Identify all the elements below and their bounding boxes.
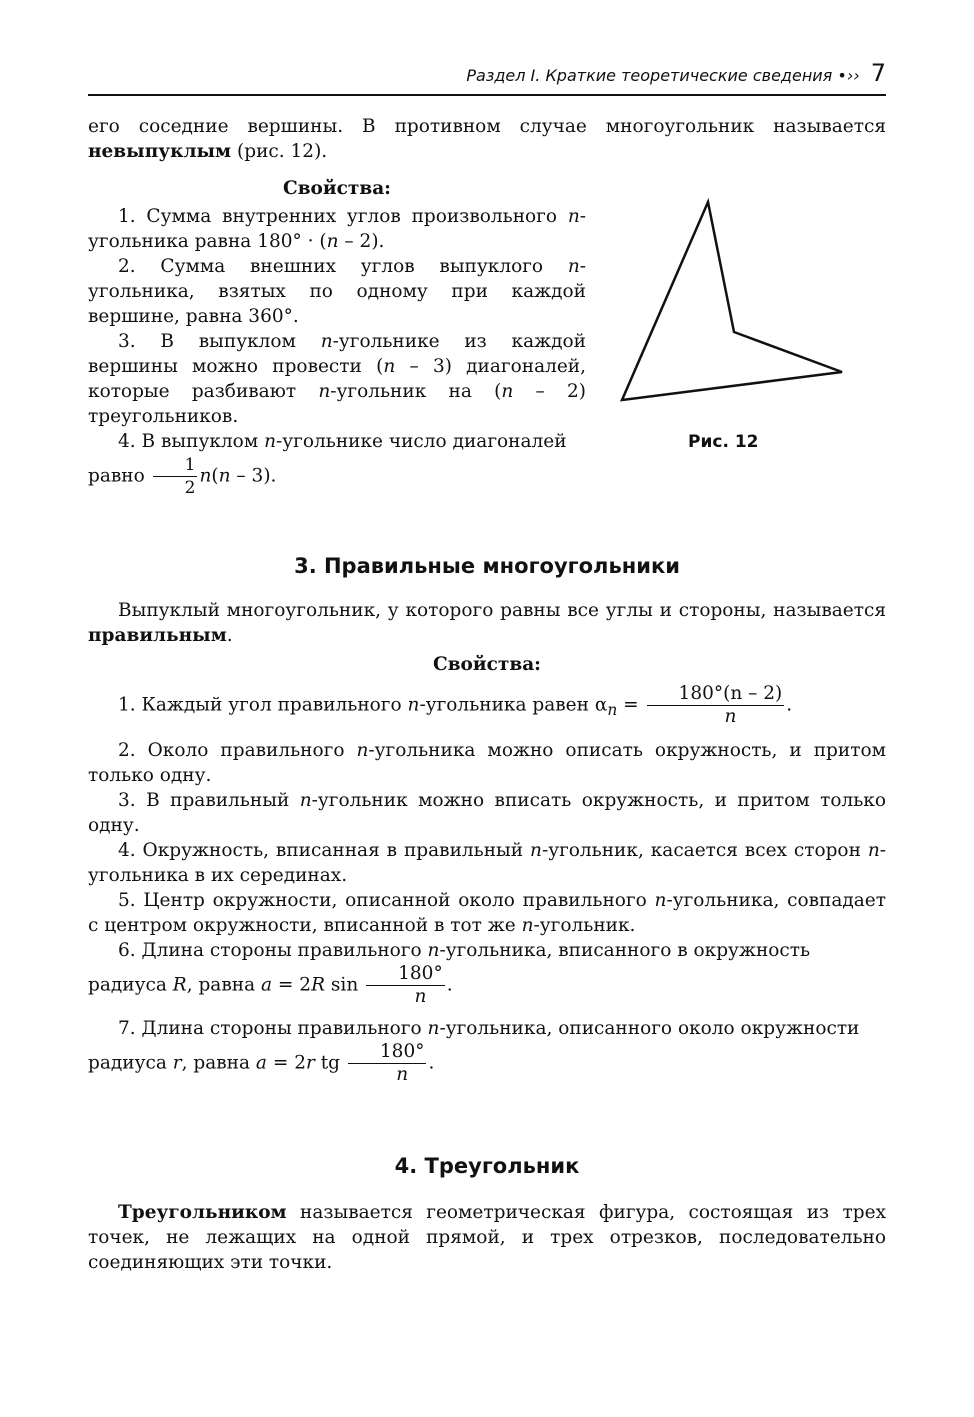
section-3-title: 3. Правильные многоугольники xyxy=(294,554,680,578)
property-2-2: 2. Около правильного n-угольника можно описать окружность, и притом только одну. xyxy=(88,740,886,786)
property-2-6: 6. Длина стороны правильного n-угольника, вписанного в окружность радиуса R, равна a = 2R sin $\frac{180^\circ}{n}$ . xyxy=(88,940,811,1007)
property-1-3: 3. В выпуклом n-угольнике из каждой вершины можно провести (n – 3) диагоналей, которые разбивают n-угольник на (n – 2) треугольников. xyxy=(88,331,587,427)
fraction-angle: $\frac{180^\circ(n - 2)}{n}$ xyxy=(647,683,785,728)
page-number: 7 xyxy=(870,59,886,87)
header-rule xyxy=(88,94,886,96)
term-nonconvex: невыпуклым xyxy=(88,141,232,162)
triangle-definition: Треугольником называется геометрическая фигура, состоящая из трех точек, не лежащих на одной прямой, и трех отрезков, последовательно соединяющих эти точки. xyxy=(88,1202,886,1273)
properties-heading-2: Свойства: xyxy=(432,654,542,675)
running-header xyxy=(88,58,886,88)
header-ornament: •›› xyxy=(837,66,860,85)
section-4-body xyxy=(88,1200,886,1275)
quadrilateral-outline xyxy=(622,202,842,400)
fraction-180-over-n-tg: $\frac{180^\circ}{n}$ xyxy=(348,1041,427,1086)
term-regular: правильным xyxy=(88,625,227,646)
term-triangle: Треугольником xyxy=(118,1202,287,1223)
property-2-1: 1. Каждый угол правильного n-угольника равен $\alpha_n$ = $\frac{180^\circ(n - 2)}{n}$ . xyxy=(118,683,793,727)
property-2-5: 5. Центр окружности, описанной около правильного n-угольника, совпадает с центром окружности, вписанной в тот же n-угольник. xyxy=(88,890,886,936)
fraction-180-over-n-sin: $\frac{180^\circ}{n}$ xyxy=(366,963,445,1008)
figure-nonconvex-quadrilateral xyxy=(610,192,860,412)
intro-paragraph: его соседние вершины. В противном случае многоугольник называется невыпуклым (рис. 12). xyxy=(88,116,886,162)
fraction-one-half: $\frac{1}{2}$ xyxy=(153,454,198,499)
section-3-body xyxy=(88,598,886,1086)
property-2-3: 3. В правильный n-угольник можно вписать окружность, и притом только одну. xyxy=(88,790,886,836)
property-1-2: 2. Сумма внешних углов выпуклого n-угольника, взятых по одному при каждой вершине, равна 360°. xyxy=(88,256,586,327)
properties-heading-1: Свойства: xyxy=(282,178,392,199)
running-title: Раздел I. Краткие теоретические сведения xyxy=(466,66,833,85)
property-1-4: 4. В выпуклом n-угольнике число диагоналей равно $\frac{1}{2}$ n(n – 3). xyxy=(88,431,567,498)
property-2-4: 4. Окружность, вписанная в правильный n-угольник, касается всех сторон n-угольника в их серединах. xyxy=(88,840,886,886)
property-1-1: 1. Сумма внутренних углов произвольного n-угольника равна 180° · (n – 2). xyxy=(88,206,586,252)
property-2-7: 7. Длина стороны правильного n-угольника, описанного около окружности радиуса r, равна a = 2r tg $\frac{180^\circ}{n}$ . xyxy=(88,1018,860,1085)
section-4-title: 4. Треугольник xyxy=(394,1154,580,1178)
regular-polygon-definition: Выпуклый многоугольник, у которого равны все углы и стороны, называется правильным. xyxy=(88,600,886,646)
figure-caption: Рис. 12 xyxy=(688,432,759,452)
properties-list-1 xyxy=(88,176,586,499)
